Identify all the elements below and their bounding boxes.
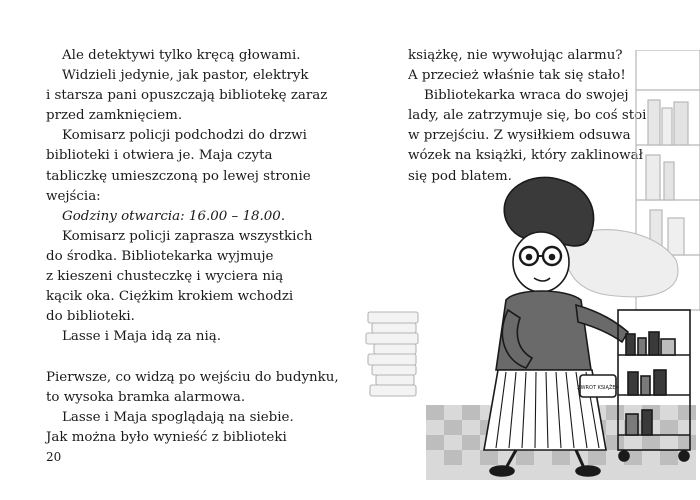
text-line: Komisarz policji zaprasza wszystkich <box>62 228 313 244</box>
text-line: kącik oka. Ciężkim krokiem wchodzi <box>46 289 294 305</box>
page-number: 20 <box>46 450 62 464</box>
text-line: przed zamknięciem. <box>46 108 183 124</box>
shoe-right <box>576 466 600 476</box>
text-line: Komisarz policji podchodzi do drzwi <box>62 128 307 144</box>
text-line: tabliczkę umieszczoną po lewej stronie <box>46 168 311 184</box>
text-line: Lasse i Maja spoglądają na siebie. <box>62 409 294 425</box>
text-line: się pod blatem. <box>408 168 512 184</box>
text-line: biblioteki i otwiera je. Maja czyta <box>46 148 273 164</box>
text-line: wózek na książki, który zaklinował <box>408 148 643 164</box>
text-line: Widzieli jedynie, jak pastor, elektryk <box>62 68 309 84</box>
text-line: to wysoka bramka alarmowa. <box>46 389 246 405</box>
book-stack-sketch <box>366 312 418 396</box>
cart-sign-label: ZWROT KSIĄŻEK <box>577 385 619 391</box>
paragraph-break <box>46 347 346 367</box>
cart-wheel-left <box>619 451 629 461</box>
librarian-illustration <box>356 50 700 480</box>
text-line: Ale detektywi tylko kręcą głowami. <box>62 48 301 63</box>
cart-wheel-right <box>679 451 689 461</box>
text-line: i starsza pani opuszczają bibliotekę zaraz <box>46 88 328 104</box>
shoe-left <box>490 466 514 476</box>
left-page-text <box>46 46 346 448</box>
text-line: wejścia: <box>46 188 101 204</box>
text-line: lady, ale zatrzymuje się, bo coś stoi <box>408 108 647 124</box>
text-line: Lasse i Maja idą za nią. <box>62 329 221 345</box>
text-line: w przejściu. Z wysiłkiem odsuwa <box>408 128 631 144</box>
text-line: z kieszeni chusteczkę i wyciera nią <box>46 269 284 285</box>
text-line: Godziny otwarcia: 16.00 – 18.00. <box>62 208 286 224</box>
text-line: A przecież właśnie tak się stało! <box>408 68 626 84</box>
text-line: Bibliotekarka wraca do swojej <box>424 88 629 104</box>
text-line: książkę, nie wywołując alarmu? <box>408 48 623 63</box>
text-line: do biblioteki. <box>46 309 135 325</box>
text-line: Pierwsze, co widzą po wejściu do budynku, <box>46 369 339 385</box>
text-line: do środka. Bibliotekarka wyjmuje <box>46 248 274 264</box>
text-line: Jak można było wynieść z biblioteki <box>46 429 287 445</box>
